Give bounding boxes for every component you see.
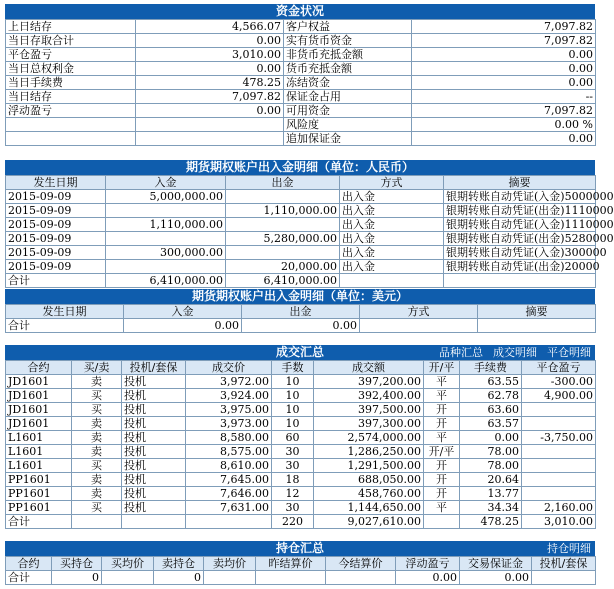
fund-cell: 0.00 %	[412, 118, 596, 132]
rmb-cell: 2015-09-09	[6, 260, 106, 274]
rmb-cell: 银期转账自动凭证(出金)20000	[444, 260, 596, 274]
rmb-table-row	[6, 260, 596, 274]
hold-cell: 0	[154, 571, 204, 585]
trade-cell: 3,010.00	[522, 515, 596, 529]
rmb-cell: 银期转账自动凭证(入金)1110000	[444, 218, 596, 232]
hold-cell	[326, 571, 396, 585]
rmb-cell	[106, 204, 226, 218]
trade-cell: 卖	[72, 431, 122, 445]
trade-cell: 18	[272, 473, 314, 487]
rmb-cell: 银期转账自动凭证(出金)5280000	[444, 232, 596, 246]
trade-cell: PP1601	[6, 487, 72, 501]
fund-cell: 冻结资金	[284, 76, 412, 90]
trade-cell: 平	[424, 375, 460, 389]
hold-section	[5, 541, 595, 585]
fund-cell: 0.00	[136, 104, 284, 118]
trade-links	[429, 345, 591, 360]
hold-column-header: 昨结算价	[256, 557, 326, 571]
trade-link[interactable]: 品种汇总	[439, 346, 483, 359]
trade-cell: -3,750.00	[522, 431, 596, 445]
fund-table	[5, 19, 596, 146]
trade-cell: 买	[72, 389, 122, 403]
fund-cell: 平仓盈亏	[6, 48, 136, 62]
fund-cell	[6, 132, 136, 146]
hold-table-row	[6, 571, 596, 585]
rmb-header-row	[6, 176, 596, 190]
fund-cell: 风险度	[284, 118, 412, 132]
trade-cell: 10	[272, 417, 314, 431]
fund-cell: 0.00	[412, 48, 596, 62]
fund-cell: 0.00	[412, 62, 596, 76]
trade-cell: 投机	[122, 473, 186, 487]
trade-cell: 开	[424, 487, 460, 501]
usd-cell	[478, 319, 596, 333]
trade-table-row	[6, 459, 596, 473]
trade-cell: PP1601	[6, 501, 72, 515]
trade-cell: 平	[424, 389, 460, 403]
rmb-table-row	[6, 232, 596, 246]
trade-cell: -300.00	[522, 375, 596, 389]
trade-cell: 62.78	[460, 389, 522, 403]
fund-cell: 0.00	[136, 62, 284, 76]
trade-cell: 8,610.00	[186, 459, 272, 473]
rmb-column-header: 出金	[226, 176, 340, 190]
fund-table-row	[6, 76, 596, 90]
trade-cell	[424, 515, 460, 529]
rmb-cell	[226, 190, 340, 204]
trade-cell: 9,027,610.00	[314, 515, 424, 529]
trade-table-row	[6, 417, 596, 431]
rmb-cell: 银期转账自动凭证(出金)1110000	[444, 204, 596, 218]
trade-cell: 63.55	[460, 375, 522, 389]
trade-section	[5, 345, 595, 529]
rmb-cell: 2015-09-09	[6, 218, 106, 232]
trade-table-row	[6, 389, 596, 403]
trade-cell: 60	[272, 431, 314, 445]
fund-cell: 浮动盈亏	[6, 104, 136, 118]
usd-cell: 0.00	[124, 319, 242, 333]
rmb-cell: 出入金	[340, 246, 444, 260]
fund-cell: 3,010.00	[136, 48, 284, 62]
trade-cell	[522, 459, 596, 473]
trade-cell: 卖	[72, 445, 122, 459]
trade-cell: 卖	[72, 473, 122, 487]
trade-cell: 投机	[122, 459, 186, 473]
trade-cell: 34.34	[460, 501, 522, 515]
trade-cell: 63.60	[460, 403, 522, 417]
fund-title: 资金状况	[5, 4, 595, 19]
fund-table-row	[6, 132, 596, 146]
trade-cell: 卖	[72, 417, 122, 431]
rmb-table-row	[6, 218, 596, 232]
trade-cell: 4,900.00	[522, 389, 596, 403]
trade-cell: 1,291,500.00	[314, 459, 424, 473]
fund-cell	[136, 118, 284, 132]
fund-cell: 478.25	[136, 76, 284, 90]
trade-cell: 投机	[122, 487, 186, 501]
fund-cell: 上日结存	[6, 20, 136, 34]
trade-cell	[522, 417, 596, 431]
hold-cell	[256, 571, 326, 585]
fund-cell: 货币充抵金额	[284, 62, 412, 76]
rmb-cell: 银期转账自动凭证(入金)300000	[444, 246, 596, 260]
trade-table	[5, 360, 596, 529]
trade-link[interactable]: 成交明细	[493, 346, 537, 359]
trade-column-header: 买/卖	[72, 361, 122, 375]
trade-cell: 10	[272, 375, 314, 389]
trade-cell	[122, 515, 186, 529]
rmb-cell	[226, 218, 340, 232]
rmb-cell	[444, 274, 596, 288]
trade-cell: 63.57	[460, 417, 522, 431]
trade-table-row	[6, 515, 596, 529]
hold-column-header: 卖均价	[204, 557, 256, 571]
trade-cell	[522, 445, 596, 459]
fund-cell: 实有货币资金	[284, 34, 412, 48]
trade-cell: 投机	[122, 403, 186, 417]
trade-cell: 投机	[122, 375, 186, 389]
fund-cell: --	[412, 90, 596, 104]
fund-cell: 保证金占用	[284, 90, 412, 104]
fund-cell: 当日手续费	[6, 76, 136, 90]
rmb-table-row	[6, 204, 596, 218]
trade-cell: 30	[272, 459, 314, 473]
trade-cell: 78.00	[460, 445, 522, 459]
trade-cell: L1601	[6, 431, 72, 445]
rmb-column-header: 发生日期	[6, 176, 106, 190]
trade-cell: 投机	[122, 389, 186, 403]
hold-link[interactable]: 持仓明细	[547, 542, 591, 555]
trade-cell: 平	[424, 431, 460, 445]
fund-table-row	[6, 104, 596, 118]
trade-cell: 10	[272, 389, 314, 403]
fund-cell: 7,097.82	[412, 20, 596, 34]
trade-column-header: 手数	[272, 361, 314, 375]
fund-cell: 7,097.82	[412, 104, 596, 118]
fund-table-row	[6, 90, 596, 104]
trade-cell: 卖	[72, 487, 122, 501]
trade-cell: 0.00	[460, 431, 522, 445]
trade-cell: 买	[72, 501, 122, 515]
hold-column-header: 投机/套保	[532, 557, 596, 571]
trade-cell: 478.25	[460, 515, 522, 529]
usd-title: 期货期权账户出入金明细（单位：美元）	[5, 289, 595, 304]
fund-table-row	[6, 118, 596, 132]
hold-column-header: 卖持仓	[154, 557, 204, 571]
trade-column-header: 合约	[6, 361, 72, 375]
fund-cell: 0.00	[136, 34, 284, 48]
usd-table	[5, 304, 596, 333]
rmb-table-row	[6, 274, 596, 288]
trade-cell	[186, 515, 272, 529]
rmb-cell: 出入金	[340, 232, 444, 246]
trade-cell: PP1601	[6, 473, 72, 487]
fund-cell: 当日结存	[6, 90, 136, 104]
rmb-cell: 2015-09-09	[6, 246, 106, 260]
fund-cell: 7,097.82	[412, 34, 596, 48]
trade-cell: 开	[424, 459, 460, 473]
rmb-title: 期货期权账户出入金明细（单位：人民币）	[5, 160, 595, 175]
trade-table-row	[6, 473, 596, 487]
rmb-cell: 300,000.00	[106, 246, 226, 260]
trade-cell: 10	[272, 403, 314, 417]
rmb-column-header: 方式	[340, 176, 444, 190]
rmb-cell: 1,110,000.00	[226, 204, 340, 218]
usd-section	[5, 289, 595, 333]
fund-table-row	[6, 20, 596, 34]
usd-cell: 0.00	[242, 319, 360, 333]
rmb-cell: 出入金	[340, 204, 444, 218]
trade-cell: 开	[424, 473, 460, 487]
trade-title: 成交汇总	[275, 345, 324, 359]
trade-link[interactable]: 平仓明细	[547, 346, 591, 359]
trade-cell	[522, 487, 596, 501]
trade-table-row	[6, 431, 596, 445]
trade-header-row	[6, 361, 596, 375]
trade-cell: 开/平	[424, 445, 460, 459]
rmb-cell: 2015-09-09	[6, 204, 106, 218]
trade-cell: 12	[272, 487, 314, 501]
rmb-cell	[340, 274, 444, 288]
trade-cell: 78.00	[460, 459, 522, 473]
hold-cell: 合计	[6, 571, 52, 585]
rmb-table-row	[6, 246, 596, 260]
trade-cell: 220	[272, 515, 314, 529]
fund-cell: 7,097.82	[136, 90, 284, 104]
fund-section	[5, 4, 595, 146]
trade-cell: 卖	[72, 375, 122, 389]
trade-cell: 2,574,000.00	[314, 431, 424, 445]
trade-cell: 2,160.00	[522, 501, 596, 515]
hold-cell: 0	[52, 571, 102, 585]
trade-column-header: 手续费	[460, 361, 522, 375]
hold-cell: 0.00	[396, 571, 460, 585]
trade-cell: JD1601	[6, 375, 72, 389]
rmb-table-row	[6, 190, 596, 204]
trade-cell: 投机	[122, 431, 186, 445]
trade-cell: 20.64	[460, 473, 522, 487]
rmb-cell: 5,000,000.00	[106, 190, 226, 204]
trade-cell: 30	[272, 445, 314, 459]
trade-cell: 3,972.00	[186, 375, 272, 389]
trade-cell: JD1601	[6, 417, 72, 431]
trade-cell: L1601	[6, 459, 72, 473]
hold-header-row	[6, 557, 596, 571]
fund-cell: 当日总权利金	[6, 62, 136, 76]
trade-cell: 7,646.00	[186, 487, 272, 501]
fund-cell: 追加保证金	[284, 132, 412, 146]
trade-cell: JD1601	[6, 389, 72, 403]
rmb-cell: 20,000.00	[226, 260, 340, 274]
fund-cell: 可用资金	[284, 104, 412, 118]
usd-column-header: 摘要	[478, 305, 596, 319]
rmb-table	[5, 175, 614, 288]
trade-cell	[72, 515, 122, 529]
trade-cell: 688,050.00	[314, 473, 424, 487]
hold-title-bar	[5, 541, 595, 556]
hold-column-header: 买均价	[102, 557, 154, 571]
trade-table-row	[6, 487, 596, 501]
rmb-cell: 出入金	[340, 190, 444, 204]
trade-cell: 投机	[122, 445, 186, 459]
trade-cell: 397,500.00	[314, 403, 424, 417]
fund-cell	[6, 118, 136, 132]
usd-header-row	[6, 305, 596, 319]
fund-cell: 客户权益	[284, 20, 412, 34]
trade-cell: 开	[424, 417, 460, 431]
rmb-cell	[226, 246, 340, 260]
hold-cell	[532, 571, 596, 585]
trade-cell: 3,924.00	[186, 389, 272, 403]
usd-column-header: 入金	[124, 305, 242, 319]
rmb-cell: 出入金	[340, 260, 444, 274]
rmb-section	[5, 160, 614, 288]
trade-column-header: 成交价	[186, 361, 272, 375]
trade-cell	[522, 473, 596, 487]
fund-cell	[136, 132, 284, 146]
trade-cell: 30	[272, 501, 314, 515]
hold-column-header: 浮动盈亏	[396, 557, 460, 571]
trade-cell: 1,144,650.00	[314, 501, 424, 515]
trade-cell: 8,580.00	[186, 431, 272, 445]
trade-cell: L1601	[6, 445, 72, 459]
trade-cell: 7,645.00	[186, 473, 272, 487]
fund-cell: 0.00	[412, 132, 596, 146]
usd-cell	[360, 319, 478, 333]
trade-cell: 买	[72, 403, 122, 417]
trade-title-bar	[5, 345, 595, 360]
trade-cell	[522, 403, 596, 417]
trade-cell: 投机	[122, 417, 186, 431]
rmb-cell: 1,110,000.00	[106, 218, 226, 232]
trade-cell: 392,400.00	[314, 389, 424, 403]
trade-cell: 397,200.00	[314, 375, 424, 389]
trade-cell: 3,973.00	[186, 417, 272, 431]
trade-cell: 3,975.00	[186, 403, 272, 417]
hold-cell	[204, 571, 256, 585]
fund-table-row	[6, 34, 596, 48]
hold-column-header: 合约	[6, 557, 52, 571]
rmb-column-header: 入金	[106, 176, 226, 190]
hold-cell: 0.00	[460, 571, 532, 585]
fund-table-row	[6, 48, 596, 62]
trade-table-row	[6, 501, 596, 515]
usd-column-header: 发生日期	[6, 305, 124, 319]
usd-column-header: 方式	[360, 305, 478, 319]
rmb-cell	[106, 260, 226, 274]
usd-cell: 合计	[6, 319, 124, 333]
usd-column-header: 出金	[242, 305, 360, 319]
hold-column-header: 今结算价	[326, 557, 396, 571]
trade-cell: 397,300.00	[314, 417, 424, 431]
trade-cell: JD1601	[6, 403, 72, 417]
trade-cell: 平	[424, 501, 460, 515]
trade-table-row	[6, 445, 596, 459]
hold-column-header: 交易保证金	[460, 557, 532, 571]
trade-cell: 买	[72, 459, 122, 473]
hold-column-header: 买持仓	[52, 557, 102, 571]
rmb-cell: 出入金	[340, 218, 444, 232]
trade-table-row	[6, 375, 596, 389]
rmb-cell: 银期转账自动凭证(入金)5000000	[444, 190, 596, 204]
trade-column-header: 开/平	[424, 361, 460, 375]
trade-cell: 投机	[122, 501, 186, 515]
fund-cell: 4,566.07	[136, 20, 284, 34]
rmb-cell: 6,410,000.00	[226, 274, 340, 288]
usd-table-row	[6, 319, 596, 333]
rmb-cell: 5,280,000.00	[226, 232, 340, 246]
hold-cell	[102, 571, 154, 585]
fund-cell: 非货币充抵金额	[284, 48, 412, 62]
trade-cell: 7,631.00	[186, 501, 272, 515]
trade-cell: 开	[424, 403, 460, 417]
trade-cell: 13.77	[460, 487, 522, 501]
rmb-cell	[106, 232, 226, 246]
hold-links	[537, 541, 591, 556]
rmb-cell: 2015-09-09	[6, 232, 106, 246]
fund-table-row	[6, 62, 596, 76]
fund-cell: 0.00	[412, 76, 596, 90]
trade-cell: 458,760.00	[314, 487, 424, 501]
fund-cell: 当日存取合计	[6, 34, 136, 48]
trade-column-header: 平仓盈亏	[522, 361, 596, 375]
hold-title: 持仓汇总	[275, 541, 324, 555]
rmb-cell: 6,410,000.00	[106, 274, 226, 288]
rmb-cell: 合计	[6, 274, 106, 288]
hold-table	[5, 556, 596, 585]
trade-table-row	[6, 403, 596, 417]
trade-cell: 8,575.00	[186, 445, 272, 459]
trade-column-header: 成交额	[314, 361, 424, 375]
trade-cell: 合计	[6, 515, 72, 529]
trade-cell: 1,286,250.00	[314, 445, 424, 459]
rmb-column-header: 摘要	[444, 176, 596, 190]
trade-column-header: 投机/套保	[122, 361, 186, 375]
rmb-cell: 2015-09-09	[6, 190, 106, 204]
